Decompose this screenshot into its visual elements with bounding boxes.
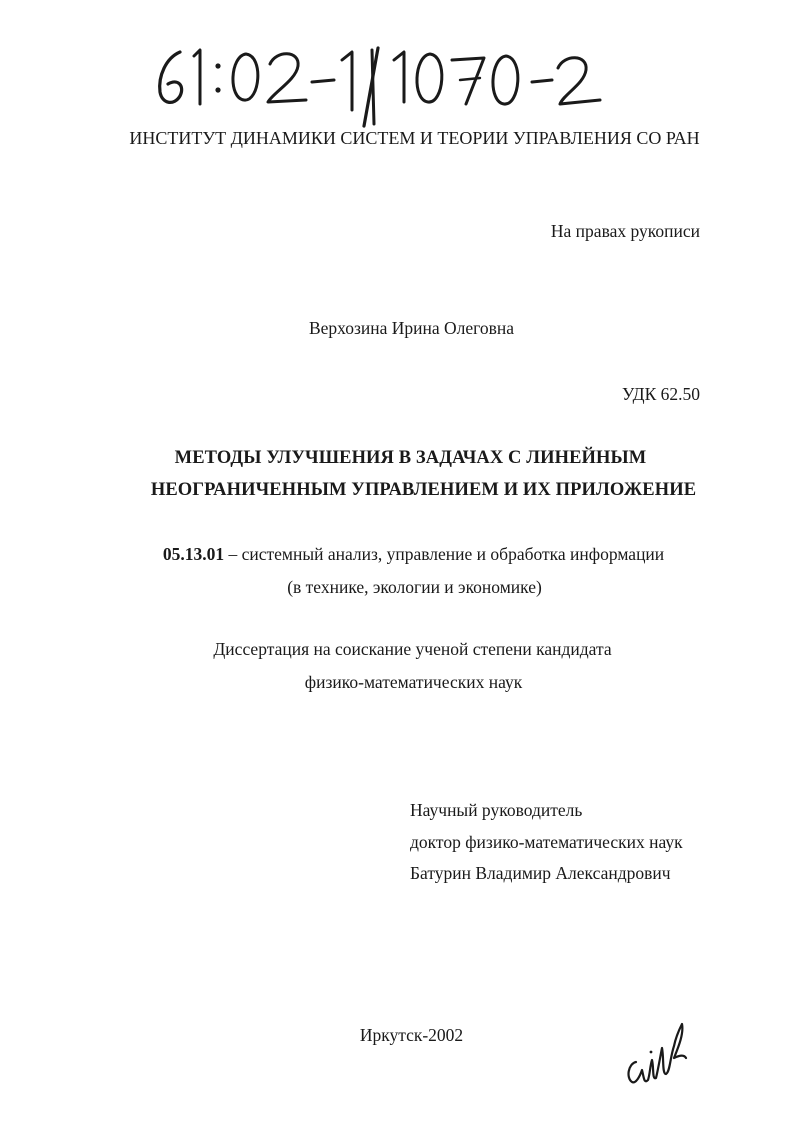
place-year: Иркутск-2002 xyxy=(359,1025,464,1045)
signature-handwritten xyxy=(622,1018,692,1090)
institute-name: ИНСТИТУТ ДИНАМИКИ СИСТЕМ И ТЕОРИИ УПРАВЛЕНИЯ СО РАН xyxy=(129,128,700,148)
degree-line-2: физико-математических наук xyxy=(304,672,523,692)
manuscript-rights: На правах рукописи xyxy=(550,221,700,241)
dissertation-title-line-2: НЕОГРАНИЧЕННЫМ УПРАВЛЕНИЕМ И ИХ ПРИЛОЖЕНИЕ xyxy=(150,480,697,500)
supervisor-degree: доктор физико-математических наук xyxy=(410,832,683,852)
specialty-code: 05.13.01 xyxy=(162,544,225,564)
degree-line-1: Диссертация на соискание ученой степени кандидата xyxy=(213,639,612,659)
archive-code-handwritten xyxy=(150,40,610,130)
udc-code: УДК 62.50 xyxy=(622,384,700,404)
specialty-line-1 xyxy=(17,544,793,565)
supervisor-name: Батурин Владимир Александрович xyxy=(410,863,671,883)
specialty-description: – системный анализ, управление и обработка информации xyxy=(224,544,665,564)
supervisor-label: Научный руководитель xyxy=(410,800,583,820)
author-name: Верхозина Ирина Олеговна xyxy=(308,318,515,338)
dissertation-title-line-1: МЕТОДЫ УЛУЧШЕНИЯ В ЗАДАЧАХ С ЛИНЕЙНЫМ xyxy=(174,448,647,468)
specialty-line-2: (в технике, экологии и экономике) xyxy=(287,577,542,597)
